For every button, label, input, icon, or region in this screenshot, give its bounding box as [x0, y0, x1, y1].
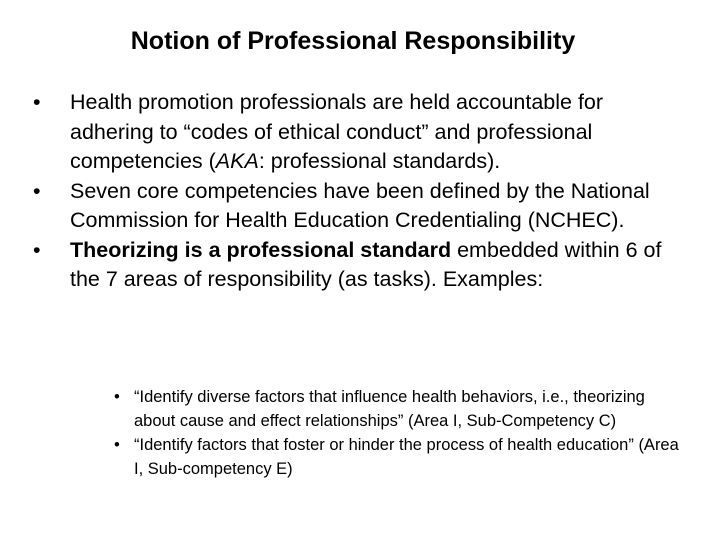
slide-title: Notion of Professional Responsibility [130, 27, 576, 55]
bullet-text: : professional standards). [258, 149, 501, 173]
sub-bullet-text: “Identify diverse factors that influence health behaviors, i.e., theorizing about cause and effect relationships” (Area I, Sub-Competency C) [134, 388, 645, 430]
sub-bullet-container [114, 385, 684, 515]
sub-bullet-marker: • [114, 388, 120, 406]
bullet-marker: • [33, 178, 41, 203]
bullet-item [30, 177, 690, 236]
sub-bullet-item [114, 385, 684, 433]
bullet-marker: • [33, 90, 41, 114]
bullet-text: Seven core competencies have been defined by the National Commission for Health Education Credentialing (NCHEC). [70, 178, 650, 232]
bullet-item [30, 88, 690, 177]
sub-bullet-marker: • [114, 436, 120, 454]
bullet-item [30, 236, 690, 295]
bullet-marker: • [33, 237, 41, 262]
main-bullet-list [30, 88, 690, 295]
bullet-text: embedded within 6 of the 7 areas of responsibility (as tasks). Examples: [70, 237, 662, 291]
sub-bullet-list [114, 385, 684, 481]
sub-bullet-item [114, 433, 684, 481]
bullet-text-bold: Theorizing is a professional standard [70, 237, 452, 262]
sub-bullet-text: “Identify factors that foster or hinder the process of health education” (Area I, Sub-competency E) [134, 436, 679, 478]
bullet-text-italic: AKA [215, 149, 259, 173]
bullet-text: Health promotion professionals are held accountable for adhering to “codes of ethical conduct” and professional competencies ( [70, 90, 604, 173]
